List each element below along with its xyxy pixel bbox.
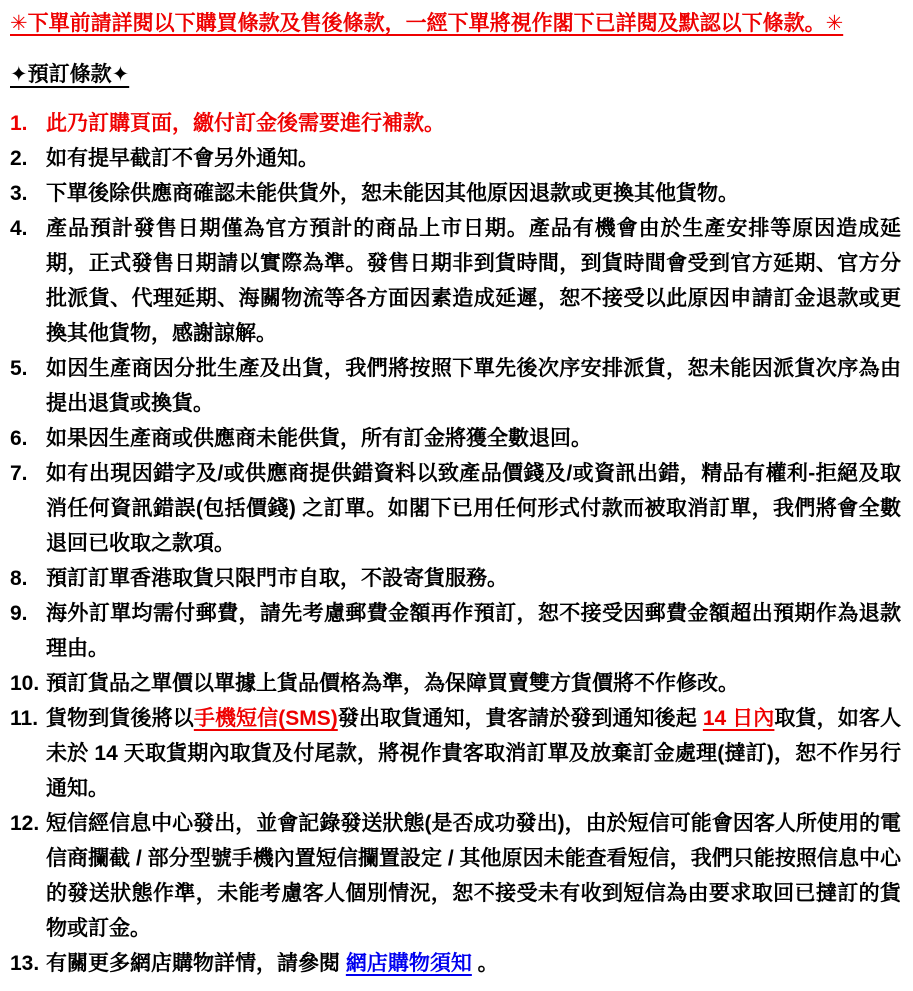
term-item-9: [10, 596, 901, 666]
shop-guide-link[interactable]: 網店購物須知: [345, 952, 472, 975]
term-text: 如因生產商因分批生產及出貨，我們將按照下單先後次序安排派貨，恕未能因派貨次序為由提出退貨或換貨。: [46, 357, 901, 415]
term-text: [46, 946, 901, 981]
sms-pickup-notice-highlight: 手機短信(SMS): [193, 707, 338, 730]
term-text-segment: 取貨，如客人未於 14 天取貨期內取貨及付尾款，將視作貴客取消訂單及放棄訂金處理(撻訂)，恕不作另行通知。: [46, 707, 901, 800]
term-number: 4.: [10, 217, 28, 240]
term-number: 7.: [10, 462, 28, 485]
term-text-segment: 貨物到貨後將以: [46, 707, 194, 730]
term-item-8: [10, 561, 901, 596]
term-item-12: [10, 806, 901, 946]
term-text: 預訂貨品之單價以單據上貨品價格為準，為保障買賣雙方貨價將不作修改。: [46, 672, 739, 695]
term-item-1: [10, 106, 901, 141]
term-number: 10.: [10, 672, 40, 695]
term-item-10: [10, 666, 901, 701]
notice-header: ✳下單前請詳閱以下購買條款及售後條款，一經下單將視作閣下已詳閱及默認以下條款。✳: [10, 12, 844, 35]
term-item-4: [10, 211, 901, 351]
term-number: 1.: [10, 112, 28, 135]
term-number: 3.: [10, 182, 28, 205]
term-item-6: [10, 421, 901, 456]
term-number: 5.: [10, 357, 28, 380]
terms-list: [10, 106, 901, 981]
term-text: 如有提早截訂不會另外通知。: [46, 147, 319, 170]
term-text: 產品預計發售日期僅為官方預計的商品上市日期。產品有機會由於生產安排等原因造成延期，正式發售日期請以實際為準。發售日期非到貨時間，到貨時間會受到官方延期、官方分批派貨、代理延期、海關物流等各方面因素造成延遲，恕不接受以此原因申請訂金退款或更換其他貨物，感謝諒解。: [46, 217, 901, 345]
pickup-deadline-highlight: 14 日內: [702, 707, 775, 730]
term-text-segment: 發出取貨通知，貴客請於發到通知後起: [337, 707, 703, 730]
term-text-segment: 。: [471, 952, 499, 975]
term-item-3: [10, 176, 901, 211]
term-number: 11.: [10, 707, 39, 730]
term-item-7: [10, 456, 901, 561]
term-text: 海外訂單均需付郵費，請先考慮郵費金額再作預訂，恕不接受因郵費金額超出預期作為退款理由。: [46, 602, 901, 660]
term-text: 預訂訂單香港取貨只限門市自取，不設寄貨服務。: [46, 567, 508, 590]
term-number: 13.: [10, 952, 40, 975]
term-item-13: [10, 946, 901, 981]
term-number: 2.: [10, 147, 28, 170]
term-item-11: [10, 701, 901, 806]
section-heading-row: [10, 63, 901, 106]
section-heading: ✦預訂條款✦: [10, 63, 130, 86]
term-text: 如有出現因錯字及/或供應商提供錯資料以致產品價錢及/或資訊出錯，精品有權利-拒絕及取消任何資訊錯誤(包括價錢) 之訂單。如閣下已用任何形式付款而被取消訂單，我們將會全數退回已收取之款項。: [46, 462, 901, 555]
term-text: [46, 701, 901, 806]
term-number: 6.: [10, 427, 28, 450]
term-number: 9.: [10, 602, 28, 625]
term-text: 下單後除供應商確認未能供貨外，恕未能因其他原因退款或更換其他貨物。: [46, 182, 739, 205]
term-item-2: [10, 141, 901, 176]
term-number: 12.: [10, 812, 40, 835]
term-text: 如果因生產商或供應商未能供貨，所有訂金將獲全數退回。: [46, 427, 592, 450]
term-number: 8.: [10, 567, 28, 590]
term-text: 短信經信息中心發出，並會記錄發送狀態(是否成功發出)，由於短信可能會因客人所使用的電信商攔截 / 部分型號手機內置短信攔置設定 / 其他原因未能查看短信，我們只能按照信息中心的發送狀態作準，未能考慮客人個別情況，恕不接受未有收到短信為由要求取回已撻訂的貨物或訂金。: [46, 812, 901, 940]
term-text: 此乃訂購頁面，繳付訂金後需要進行補款。: [46, 112, 445, 135]
term-item-5: [10, 351, 901, 421]
term-text-segment: 有關更多網店購物詳情，請參閱: [46, 952, 346, 975]
